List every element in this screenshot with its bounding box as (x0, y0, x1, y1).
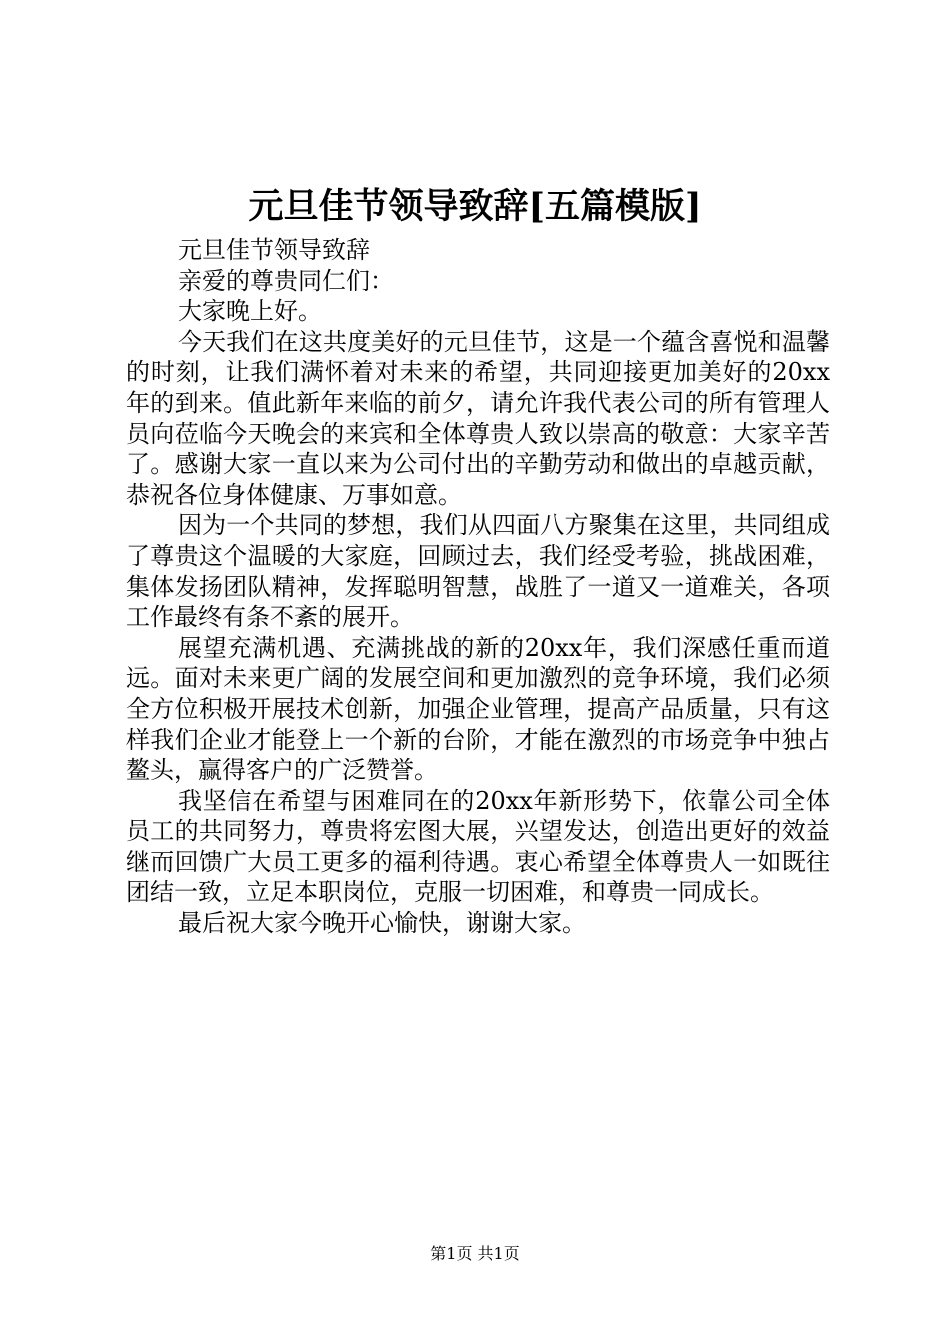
paragraph-3: 展望充满机遇、充满挑战的新的20xx年，我们深感任重而道远。面对未来更广阔的发展空间和更加激烈的竞争环境，我们必须全方位积极开展技术创新，加强企业管理，提高产品质量，只有这样我们企业才能登上一个新的台阶，才能在激烈的市场竞争中独占鳌头，赢得客户的广泛赞誉。 (126, 633, 830, 785)
paragraph-2: 因为一个共同的梦想，我们从四面八方聚集在这里，共同组成了尊贵这个温暖的大家庭，回顾过去，我们经受考验，挑战困难，集体发扬团队精神，发挥聪明智慧，战胜了一道又一道难关，各项工作最终有条不紊的展开。 (126, 511, 830, 632)
paragraph-heading: 元旦佳节领导致辞 (178, 236, 370, 264)
document-body (126, 235, 830, 939)
paragraph-greeting: 大家晚上好。 (178, 297, 322, 326)
paragraph-4: 我坚信在希望与困难同在的20xx年新形势下，依靠公司全体员工的共同努力，尊贵将宏图大展，兴望发达，创造出更好的效益继而回馈广大员工更多的福利待遇。衷心希望全体尊贵人一如既往团结一致，立足本职岗位，克服一切困难，和尊贵一同成长。 (126, 786, 830, 907)
page-footer: 第1页 共1页 (430, 1244, 520, 1263)
paragraph-1: 今天我们在这共度美好的元旦佳节，这是一个蕴含喜悦和温馨的时刻，让我们满怀着对未来的希望，共同迎接更加美好的20xx年的到来。值此新年来临的前夕，请允许我代表公司的所有管理人员向莅临今天晚会的来宾和全体尊贵人致以崇高的敬意：大家辛苦了。感谢大家一直以来为公司付出的辛勤劳动和做出的卓越贡献，恭祝各位身体健康、万事如意。 (126, 327, 830, 509)
document-title: 元旦佳节领导致辞[五篇模版] (248, 186, 702, 227)
paragraph-salutation: 亲爱的尊贵同仁们： (178, 266, 394, 295)
paragraph-closing: 最后祝大家今晚开心愉快，谢谢大家。 (178, 909, 586, 938)
